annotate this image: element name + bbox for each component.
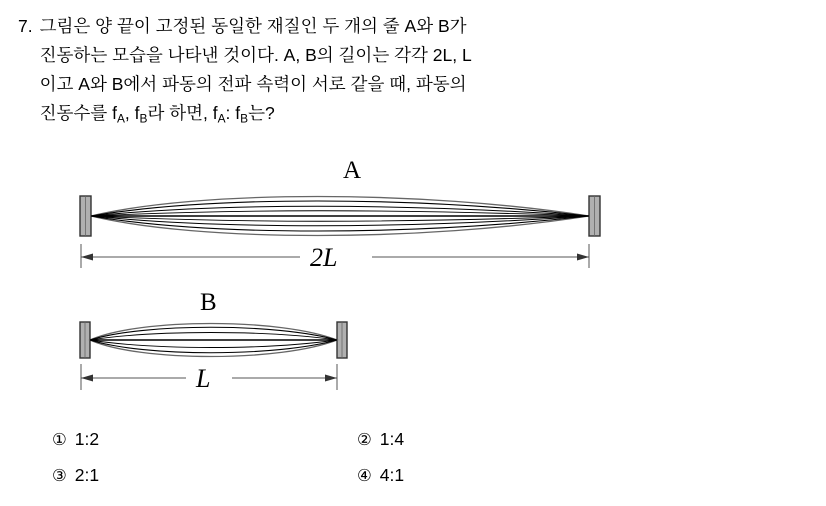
choice-2[interactable] (357, 428, 404, 451)
string-b-group (80, 289, 347, 393)
choice-1[interactable] (52, 428, 357, 451)
question-line-4-seg-4: : f (225, 103, 241, 123)
string-a-label: A (343, 157, 362, 184)
question-block (18, 12, 808, 133)
question-text (40, 12, 788, 133)
string-a-length-label: 2L (310, 243, 338, 272)
question-line-3-text: 이고 A와 B에서 파동의 전파 속력이 서로 같을 때, 파동의 (39, 74, 467, 94)
choice-3-text: 2:1 (74, 465, 100, 485)
choice-4-text: 4:1 (379, 465, 405, 485)
choice-1-marker: ① (52, 431, 67, 449)
choice-2-text: 1:4 (379, 429, 405, 449)
choice-4[interactable] (357, 464, 404, 487)
choice-row-1 (52, 428, 672, 451)
string-a-dimension (81, 243, 589, 272)
question-line-4-sub-a2: A (217, 111, 226, 126)
question-line-2-text: 진동하는 모습을 나타낸 것이다. A, B의 길이는 각각 2L, L (39, 45, 472, 65)
string-a-group (80, 157, 600, 272)
standing-wave-figure (0, 150, 826, 405)
string-b-length-label: L (196, 364, 211, 393)
string-b-label: B (200, 289, 217, 316)
string-b-dimension (81, 363, 337, 393)
string-a-left-wall (80, 196, 91, 236)
question-line-4-seg-3: 라 하면, f (147, 103, 218, 123)
question-line-4-sub-b: B (139, 111, 148, 126)
question-line-2 (40, 41, 788, 70)
choice-3[interactable] (52, 464, 357, 487)
question-line-3 (40, 70, 788, 99)
question-line-1-text: 그림은 양 끝이 고정된 동일한 재질인 두 개의 줄 A와 B가 (39, 16, 467, 36)
question-line-1 (40, 12, 788, 41)
question-number: 7. (18, 16, 33, 36)
choice-row-2 (52, 464, 672, 487)
question-line-4-sub-b2: B (240, 111, 249, 126)
question-line-4-sub-a: A (116, 111, 125, 126)
choice-4-marker: ④ (357, 467, 372, 485)
question-line-4 (40, 99, 788, 133)
choice-2-marker: ② (357, 431, 372, 449)
choice-3-marker: ③ (52, 467, 67, 485)
string-a-right-wall (589, 196, 600, 236)
answer-choices (52, 428, 672, 500)
choice-1-text: 1:2 (74, 429, 100, 449)
question-line-4-seg-5: 는? (248, 103, 275, 123)
question-line-4-seg-1: 진동수를 f (39, 103, 117, 123)
question-line-4-seg-2: , f (124, 103, 140, 123)
